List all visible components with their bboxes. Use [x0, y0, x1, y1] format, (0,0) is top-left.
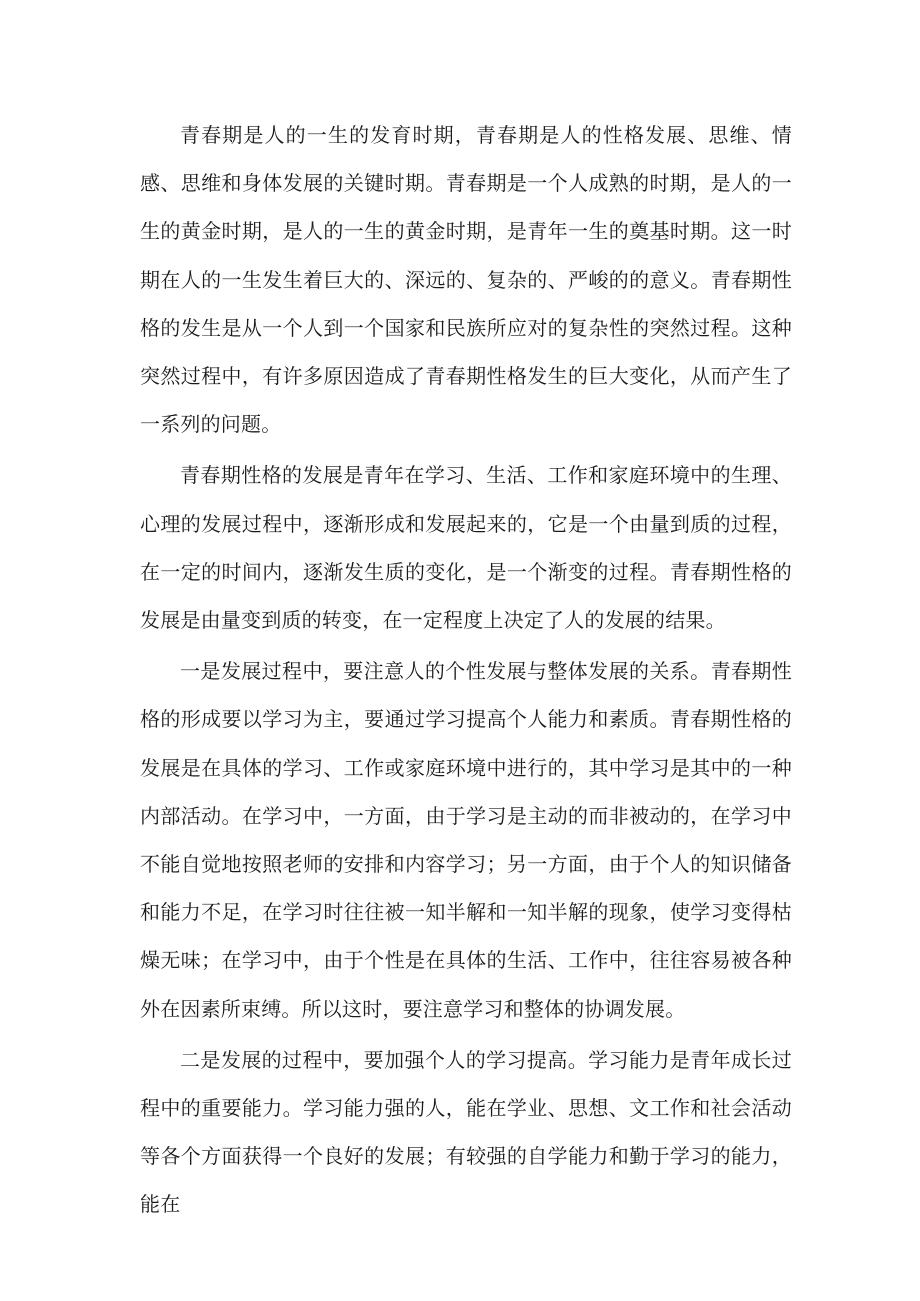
- paragraph-2: 青春期性格的发展是青年在学习、生活、工作和家庭环境中的生理、心理的发展过程中，逐渐形成和发展起来的，它是一个由量到质的过程，在一定的时间内，逐渐发生质的变化，是一个渐变的过程。青春期性格的发展是由量变到质的转变，在一定程度上决定了人的发展的结果。: [140, 463, 792, 633]
- document-body: [140, 111, 792, 1232]
- paragraph-3: 一是发展过程中，要注意人的个性发展与整体发展的关系。青春期性格的形成要以学习为主，要通过学习提高个人能力和素质。青春期性格的发展是在具体的学习、工作或家庭环境中进行的，其中学习是其中的一种内部活动。在学习中，一方面，由于学习是主动的而非被动的，在学习中不能自觉地按照老师的安排和内容学习；另一方面，由于个人的知识储备和能力不足，在学习时往往被一知半解和一知半解的现象，使学习变得枯燥无味；在学习中，由于个性是在具体的生活、工作中，往往容易被各种外在因素所束缚。所以这时，要注意学习和整体的协调发展。: [140, 659, 792, 1021]
- paragraph-4: 二是发展的过程中，要加强个人的学习提高。学习能力是青年成长过程中的重要能力。学习能力强的人，能在学业、思想、文工作和社会活动等各个方面获得一个良好的发展；有较强的自学能力和勤于学习的能力，能在: [140, 1047, 792, 1217]
- paragraph-1: 青春期是人的一生的发育时期，青春期是人的性格发展、思维、情感、思维和身体发展的关键时期。青春期是一个人成熟的时期，是人的一生的黄金时期，是人的一生的黄金时期，是青年一生的奠基时期。这一时期在人的一生发生着巨大的、深远的、复杂的、严峻的的意义。青春期性格的发生是从一个人到一个国家和民族所应对的复杂性的突然过程。这种突然过程中，有许多原因造成了青春期性格发生的巨大变化，从而产生了一系列的问题。: [140, 123, 792, 437]
